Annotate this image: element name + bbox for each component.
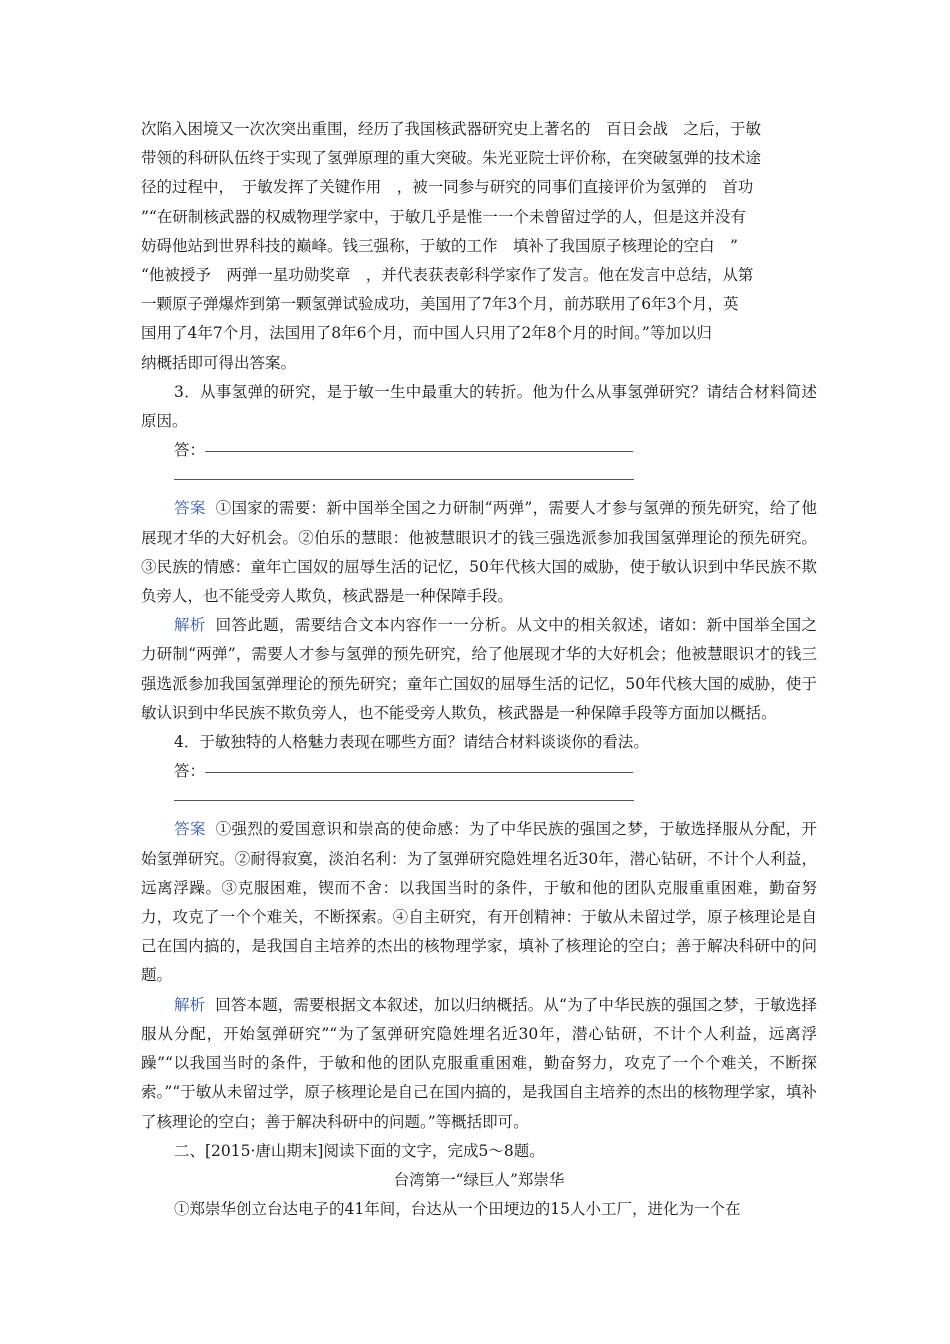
- analysis-4: [141, 991, 817, 1137]
- answer-blank-line[interactable]: [174, 479, 634, 480]
- intro-line: 纳概括即可得出答案。: [141, 353, 297, 372]
- answer-4: [141, 815, 817, 990]
- article-paragraph-1: ①郑崇华创立台达电子的41年间，台达从一个田埂边的15人小工厂，进化为一个在: [174, 1200, 741, 1219]
- answer-label: 答案: [174, 499, 206, 518]
- question-4: 4．于敏独特的人格魅力表现在哪些方面？请结合材料谈谈你的看法。: [174, 733, 649, 752]
- intro-line: 妨碍他站到世界科技的巅峰。钱三强称，于敏的工作 填补了我国原子核理论的空白 ”: [141, 236, 738, 255]
- answer-text: ①国家的需要：新中国举全国之力研制“两弹”，需要人才参与氢弹的预先研究，给了他展现才华的大好机会。②伯乐的慧眼：他被慧眼识才的钱三强选派参加我国氢弹理论的预先研究。③民族的情感：童年亡国奴的屈辱生活的记忆，50年代核大国的威胁，使于敏认识到中华民族不欺负旁人，也不能受旁人欺负，核武器是一种保障手段。: [141, 499, 817, 606]
- document-body: [141, 115, 817, 1224]
- intro-line: “他被授予 两弹一星功勋奖章 ，并代表获表彰科学家作了发言。他在发言中总结，从第: [141, 266, 754, 285]
- answer-prompt-label: 答：: [174, 762, 206, 781]
- answer-label: 答案: [174, 820, 206, 839]
- answer-blank-line[interactable]: [174, 800, 634, 801]
- answer-prompt-3: [141, 436, 817, 465]
- answer-text: ①强烈的爱国意识和崇高的使命感：为了中华民族的强国之梦，于敏选择服从分配，开始氢弹研究。②耐得寂寞，淡泊名利：为了氢弹研究隐姓埋名近30年，潜心钻研，不计个人利益，远离浮躁。③克服困难，锲而不舍：以我国当时的条件，于敏和他的团队克服重重困难，勤奋努力，攻克了一个个难关，不断探索。④自主研究，有开创精神：于敏从未留过学，原子核理论是自己在国内搞的，是我国自主培养的杰出的核物理学家，填补了核理论的空白；善于解决科研中的问题。: [141, 820, 817, 985]
- article-title: 台湾第一“绿巨人”郑崇华: [393, 1170, 565, 1189]
- answer-blank-line[interactable]: [205, 450, 633, 452]
- intro-line: 一颗原子弹爆炸到第一颗氢弹试验成功，美国用了7年3个月，前苏联用了6年3个月，英: [141, 295, 739, 314]
- answer-prompt-label: 答：: [174, 441, 206, 460]
- analysis-label: 解析: [174, 616, 206, 635]
- answer-prompt-4: [141, 757, 817, 786]
- question-3: 3．从事氢弹的研究，是于敏一生中最重大的转折。他为什么从事氢弹研究？请结合材料简述原因。: [141, 382, 817, 431]
- section-heading: 二、[2015·唐山期末]阅读下面的文字，完成5～8题。: [174, 1141, 545, 1160]
- intro-line: ”“在研制核武器的权威物理学家中，于敏几乎是惟一一个未曾留过学的人，但是这并没有: [141, 207, 746, 226]
- intro-line: 带领的科研队伍终于实现了氢弹原理的重大突破。朱光亚院士评价称，在突破氢弹的技术途: [141, 149, 762, 168]
- analysis-label: 解析: [174, 995, 206, 1014]
- intro-paragraph: [141, 115, 817, 378]
- analysis-text: 回答此题，需要结合文本内容作一一分析。从文中的相关叙述，诸如：新中国举全国之力研制“两弹”，需要人才参与氢弹的预先研究，给了他展现才华的大好机会；他被慧眼识才的钱三强选派参加我国氢弹理论的预先研究；童年亡国奴的屈辱生活的记忆，50年代核大国的威胁，使于敏认识到中华民族不欺负旁人，也不能受旁人欺负，核武器是一种保障手段等方面加以概括。: [141, 616, 817, 722]
- analysis-text: 回答本题，需要根据文本叙述，加以归纳概括。从“为了中华民族的强国之梦，于敏选择服从分配，开始氢弹研究”“为了氢弹研究隐姓埋名近30年，潜心钻研，不计个人利益，远离浮躁”“以我国当时的条件，于敏和他的团队克服重重困难，勤奋努力，攻克了一个个难关，不断探索。”“于敏从未留过学，原子核理论是自己在国内搞的，是我国自主培养的杰出的核物理学家，填补了核理论的空白；善于解决科研中的问题。”等概括即可。: [141, 995, 817, 1131]
- intro-line: 次陷入困境又一次次突出重围，经历了我国核武器研究史上著名的 百日会战 之后，于敏: [141, 120, 762, 138]
- answer-blank-line[interactable]: [205, 771, 633, 773]
- analysis-3: [141, 611, 817, 728]
- intro-line: 径的过程中， 于敏发挥了关键作用 ，被一同参与研究的同事们直接评价为氢弹的 首功: [141, 178, 754, 197]
- answer-3: [141, 494, 817, 611]
- intro-line: 国用了4年7个月，法国用了8年6个月，而中国人只用了2年8个月的时间。”等加以归: [141, 324, 712, 343]
